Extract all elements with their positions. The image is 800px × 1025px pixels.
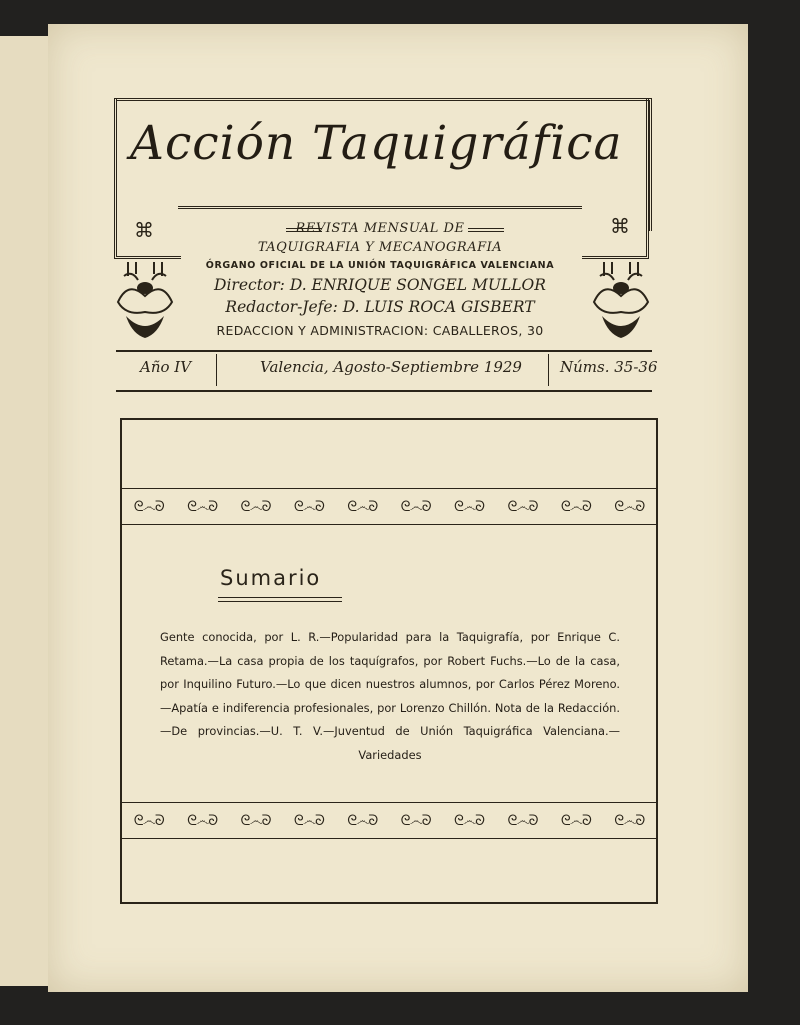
summary-box xyxy=(120,418,658,904)
ornament: ᘓ෴ᘐ xyxy=(507,813,538,829)
chief-editor-line: Redactor-Jefe: D. LUIS ROCA GISBERT xyxy=(225,298,535,316)
ornament: ᘓ෴ᘐ xyxy=(560,499,591,515)
knot-ornament-right: ⌘ xyxy=(610,214,630,238)
ornament: ᘓ෴ᘐ xyxy=(614,813,645,829)
issue-year: Año IV xyxy=(140,358,192,376)
issue-bar xyxy=(116,350,658,392)
summary-underline-1 xyxy=(218,597,342,598)
official-organ-line: ÓRGANO OFICIAL DE LA UNIÓN TAQUIGRÁFICA VALENCIANA xyxy=(205,260,555,271)
ornament: ᘓ෴ᘐ xyxy=(293,499,324,515)
ornament: ᘓ෴ᘐ xyxy=(454,499,485,515)
ornament-rule-top-1 xyxy=(122,488,656,489)
ornament: ᘓ෴ᘐ xyxy=(187,813,218,829)
ornament: ᘓ෴ᘐ xyxy=(133,813,164,829)
flower-ornament-left xyxy=(114,260,176,340)
summary-underline-2 xyxy=(218,601,342,602)
ornament-rule-bottom-2 xyxy=(122,838,656,839)
ornament-band-top xyxy=(122,492,656,522)
ornament-rule-top-2 xyxy=(122,524,656,525)
magazine-cover xyxy=(48,24,748,992)
adjacent-page-edge xyxy=(0,36,52,986)
director-line: Director: D. ENRIQUE SONGEL MULLOR xyxy=(214,276,546,294)
ornament: ᘓ෴ᘐ xyxy=(560,813,591,829)
ornament: ᘓ෴ᘐ xyxy=(454,813,485,829)
issue-place-date: Valencia, Agosto-Septiembre 1929 xyxy=(260,358,522,376)
magazine-title: Acción Taquigráfica xyxy=(130,116,623,171)
ornament: ᘓ෴ᘐ xyxy=(614,499,645,515)
issue-bar-divider-2 xyxy=(548,354,549,386)
subtitle-line-1: REVISTA MENSUAL DE xyxy=(295,221,465,236)
knot-ornament-left: ⌘ xyxy=(134,218,154,242)
ornament-rule-bottom-1 xyxy=(122,802,656,803)
ornament: ᘓ෴ᘐ xyxy=(133,499,164,515)
ornament-band-bottom xyxy=(122,806,656,836)
issue-numbers: Núms. 35-36 xyxy=(560,358,658,376)
ornament: ᘓ෴ᘐ xyxy=(187,499,218,515)
address-line: REDACCION Y ADMINISTRACION: CABALLEROS, 30 xyxy=(216,323,544,338)
subtitle-line-2: TAQUIGRAFIA Y MECANOGRAFIA xyxy=(257,240,503,255)
ornament: ᘓ෴ᘐ xyxy=(293,813,324,829)
ornament: ᘓ෴ᘐ xyxy=(400,499,431,515)
ornament: ᘓ෴ᘐ xyxy=(347,499,378,515)
issue-bar-divider-1 xyxy=(216,354,217,386)
summary-contents: Gente conocida, por L. R.—Popularidad para la Taquigrafía, por Enrique C. Retama.—La casa propia de los taquígrafos, por Robert Fuchs.—Lo de la casa, por Inquilino Futuro.—Lo que dicen nuestros alumnos, por Carlos Pérez Moreno.—Apatía e indiferencia profesionales, por Lorenzo Chillón. Nota de la Redacción.—De provincias.—U. T. V.—Juventud de Unión Taquigráfica Valenciana.—Variedades xyxy=(160,630,620,762)
ornament: ᘓ෴ᘐ xyxy=(240,499,271,515)
ornament: ᘓ෴ᘐ xyxy=(240,813,271,829)
ornament: ᘓ෴ᘐ xyxy=(400,813,431,829)
ornament: ᘓ෴ᘐ xyxy=(507,499,538,515)
ornament: ᘓ෴ᘐ xyxy=(347,813,378,829)
summary-heading: Sumario xyxy=(220,566,322,590)
flower-ornament-right xyxy=(590,260,652,340)
